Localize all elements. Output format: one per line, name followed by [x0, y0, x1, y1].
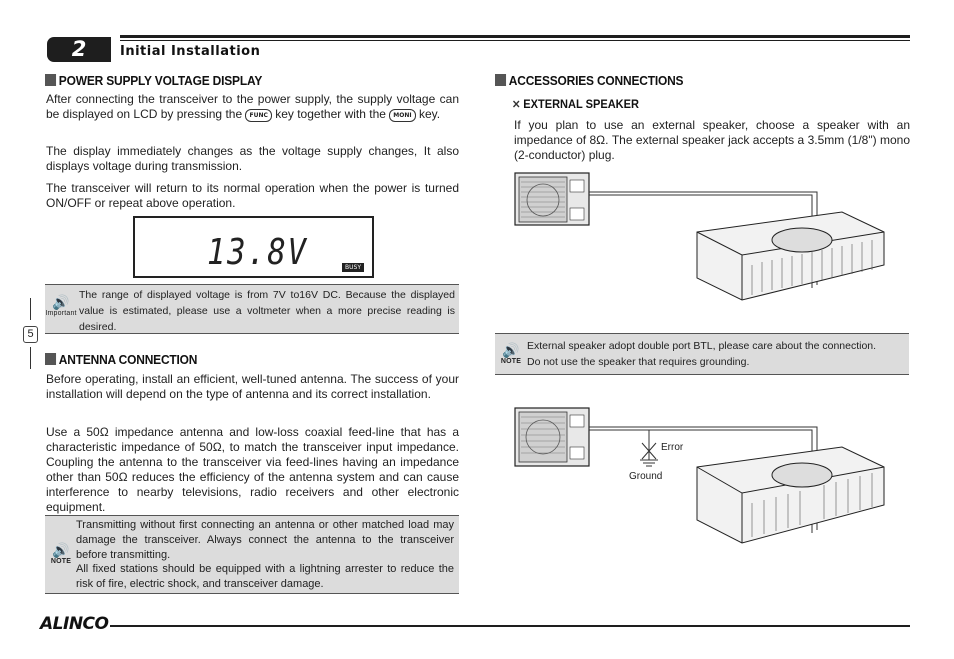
accessories-note-line-2: Do not use the speaker that requires grounding. — [527, 356, 750, 368]
antenna-heading-text: ANTENNA CONNECTION — [58, 352, 198, 367]
antenna-note — [45, 515, 459, 594]
page-number: 5 — [23, 326, 38, 343]
accessories-note-line-1: External speaker adopt double port BTL, please care about the connection. — [527, 340, 877, 352]
antenna-heading — [45, 352, 197, 367]
accessories-note — [495, 333, 909, 375]
power-supply-para-2: The display immediately changes as the voltage supply changes, It also displays voltage during transmission. — [46, 144, 459, 173]
note-icon-box — [45, 542, 77, 565]
speaker-connection-diagram — [512, 170, 902, 320]
note-caption: NOTE — [500, 358, 522, 365]
section-marker-icon — [45, 74, 56, 86]
error-label: Error — [661, 442, 684, 453]
lcd-busy-indicator: BUSY — [342, 263, 364, 272]
antenna-para-1: Before operating, install an efficient, well-tuned antenna. The success of your installation will depend on the type of antenna and its correct installation. — [46, 372, 459, 401]
chapter-number-badge: 2 — [47, 37, 111, 62]
speaker-alert-icon: 🔊 — [52, 542, 70, 558]
power-supply-para-1 — [46, 92, 459, 122]
chapter-title: Initial Installation — [120, 44, 261, 59]
external-speaker-subheading — [512, 97, 639, 111]
para1-text-a: After connecting the transceiver to the power supply, the supply voltage can be displayed on LCD by pressing the — [46, 92, 459, 121]
alinco-logo: ALINCO — [40, 614, 109, 634]
page-tick-top — [30, 298, 31, 320]
power-supply-heading-text: POWER SUPPLY VOLTAGE DISPLAY — [58, 73, 263, 88]
important-icon-box — [45, 294, 77, 317]
lcd-display — [133, 216, 374, 278]
transceiver-icon — [697, 447, 884, 543]
ground-label: Ground — [629, 471, 663, 482]
transceiver-icon — [697, 212, 884, 300]
moni-key-icon: MONI — [389, 109, 415, 122]
power-supply-para-3: The transceiver will return to its normal operation when the power is turned ON/OFF or repeat above operation. — [46, 181, 459, 210]
speaker-grounding-error-diagram — [512, 405, 902, 555]
header-rule — [120, 35, 910, 38]
accessories-para: If you plan to use an external speaker, choose a speaker with an impedance of 8Ω. The external speaker jack accepts a 3.5mm (1/8") mono (2-conductor) plug. — [514, 118, 910, 162]
footer-rule — [110, 625, 910, 627]
accessories-heading — [495, 73, 683, 88]
power-supply-heading — [45, 73, 262, 88]
important-notice — [45, 284, 459, 334]
speaker-alert-icon: 🔊 — [502, 342, 520, 358]
lcd-voltage-value: 13.8V — [207, 232, 308, 273]
section-marker-icon — [495, 74, 506, 86]
external-speaker-subheading-text: EXTERNAL SPEAKER — [523, 97, 639, 111]
important-text: The range of displayed voltage is from 7V to16V DC. Because the displayed value is estimated, please use a voltmeter when a more precise reading is desired. — [79, 289, 455, 333]
para1-text-c: key. — [418, 107, 441, 121]
external-speaker-icon — [515, 173, 589, 225]
antenna-para-2: Use a 50Ω impedance antenna and low-loss coaxial feed-line that has a characteristic impedance of 50Ω, to match the transceiver input impedance. Coupling the antenna to the transceiver via feed-lines having an impedance other than 50Ω reduces the efficiency of the antenna system and can cause interference to nearby televisions, radio receivers and other electronic equipment. — [46, 425, 459, 514]
para1-text-b: key together with the — [275, 107, 386, 121]
header-rule-thin — [120, 40, 910, 41]
antenna-note-text-1: Transmitting without first connecting an antenna or other matched load may damage the transceiver. Always connect the antenna to the transceiver before transmitting. — [76, 519, 454, 561]
note-caption: NOTE — [50, 558, 72, 565]
cross-bullet-icon: ✕ — [512, 99, 521, 111]
func-key-icon: FUNC — [245, 109, 271, 122]
important-caption: Important — [45, 310, 77, 317]
antenna-note-text-2: All fixed stations should be equipped with a lightning arrester to reduce the risk of fire, electric shock, and transceiver damage. — [76, 563, 454, 590]
speaker-alert-icon: 🔊 — [52, 294, 70, 310]
external-speaker-icon — [515, 408, 589, 466]
accessories-heading-text: ACCESSORIES CONNECTIONS — [508, 73, 684, 88]
page-tick-bottom — [30, 347, 31, 369]
section-marker-icon — [45, 353, 56, 365]
note-icon-box — [495, 342, 527, 365]
